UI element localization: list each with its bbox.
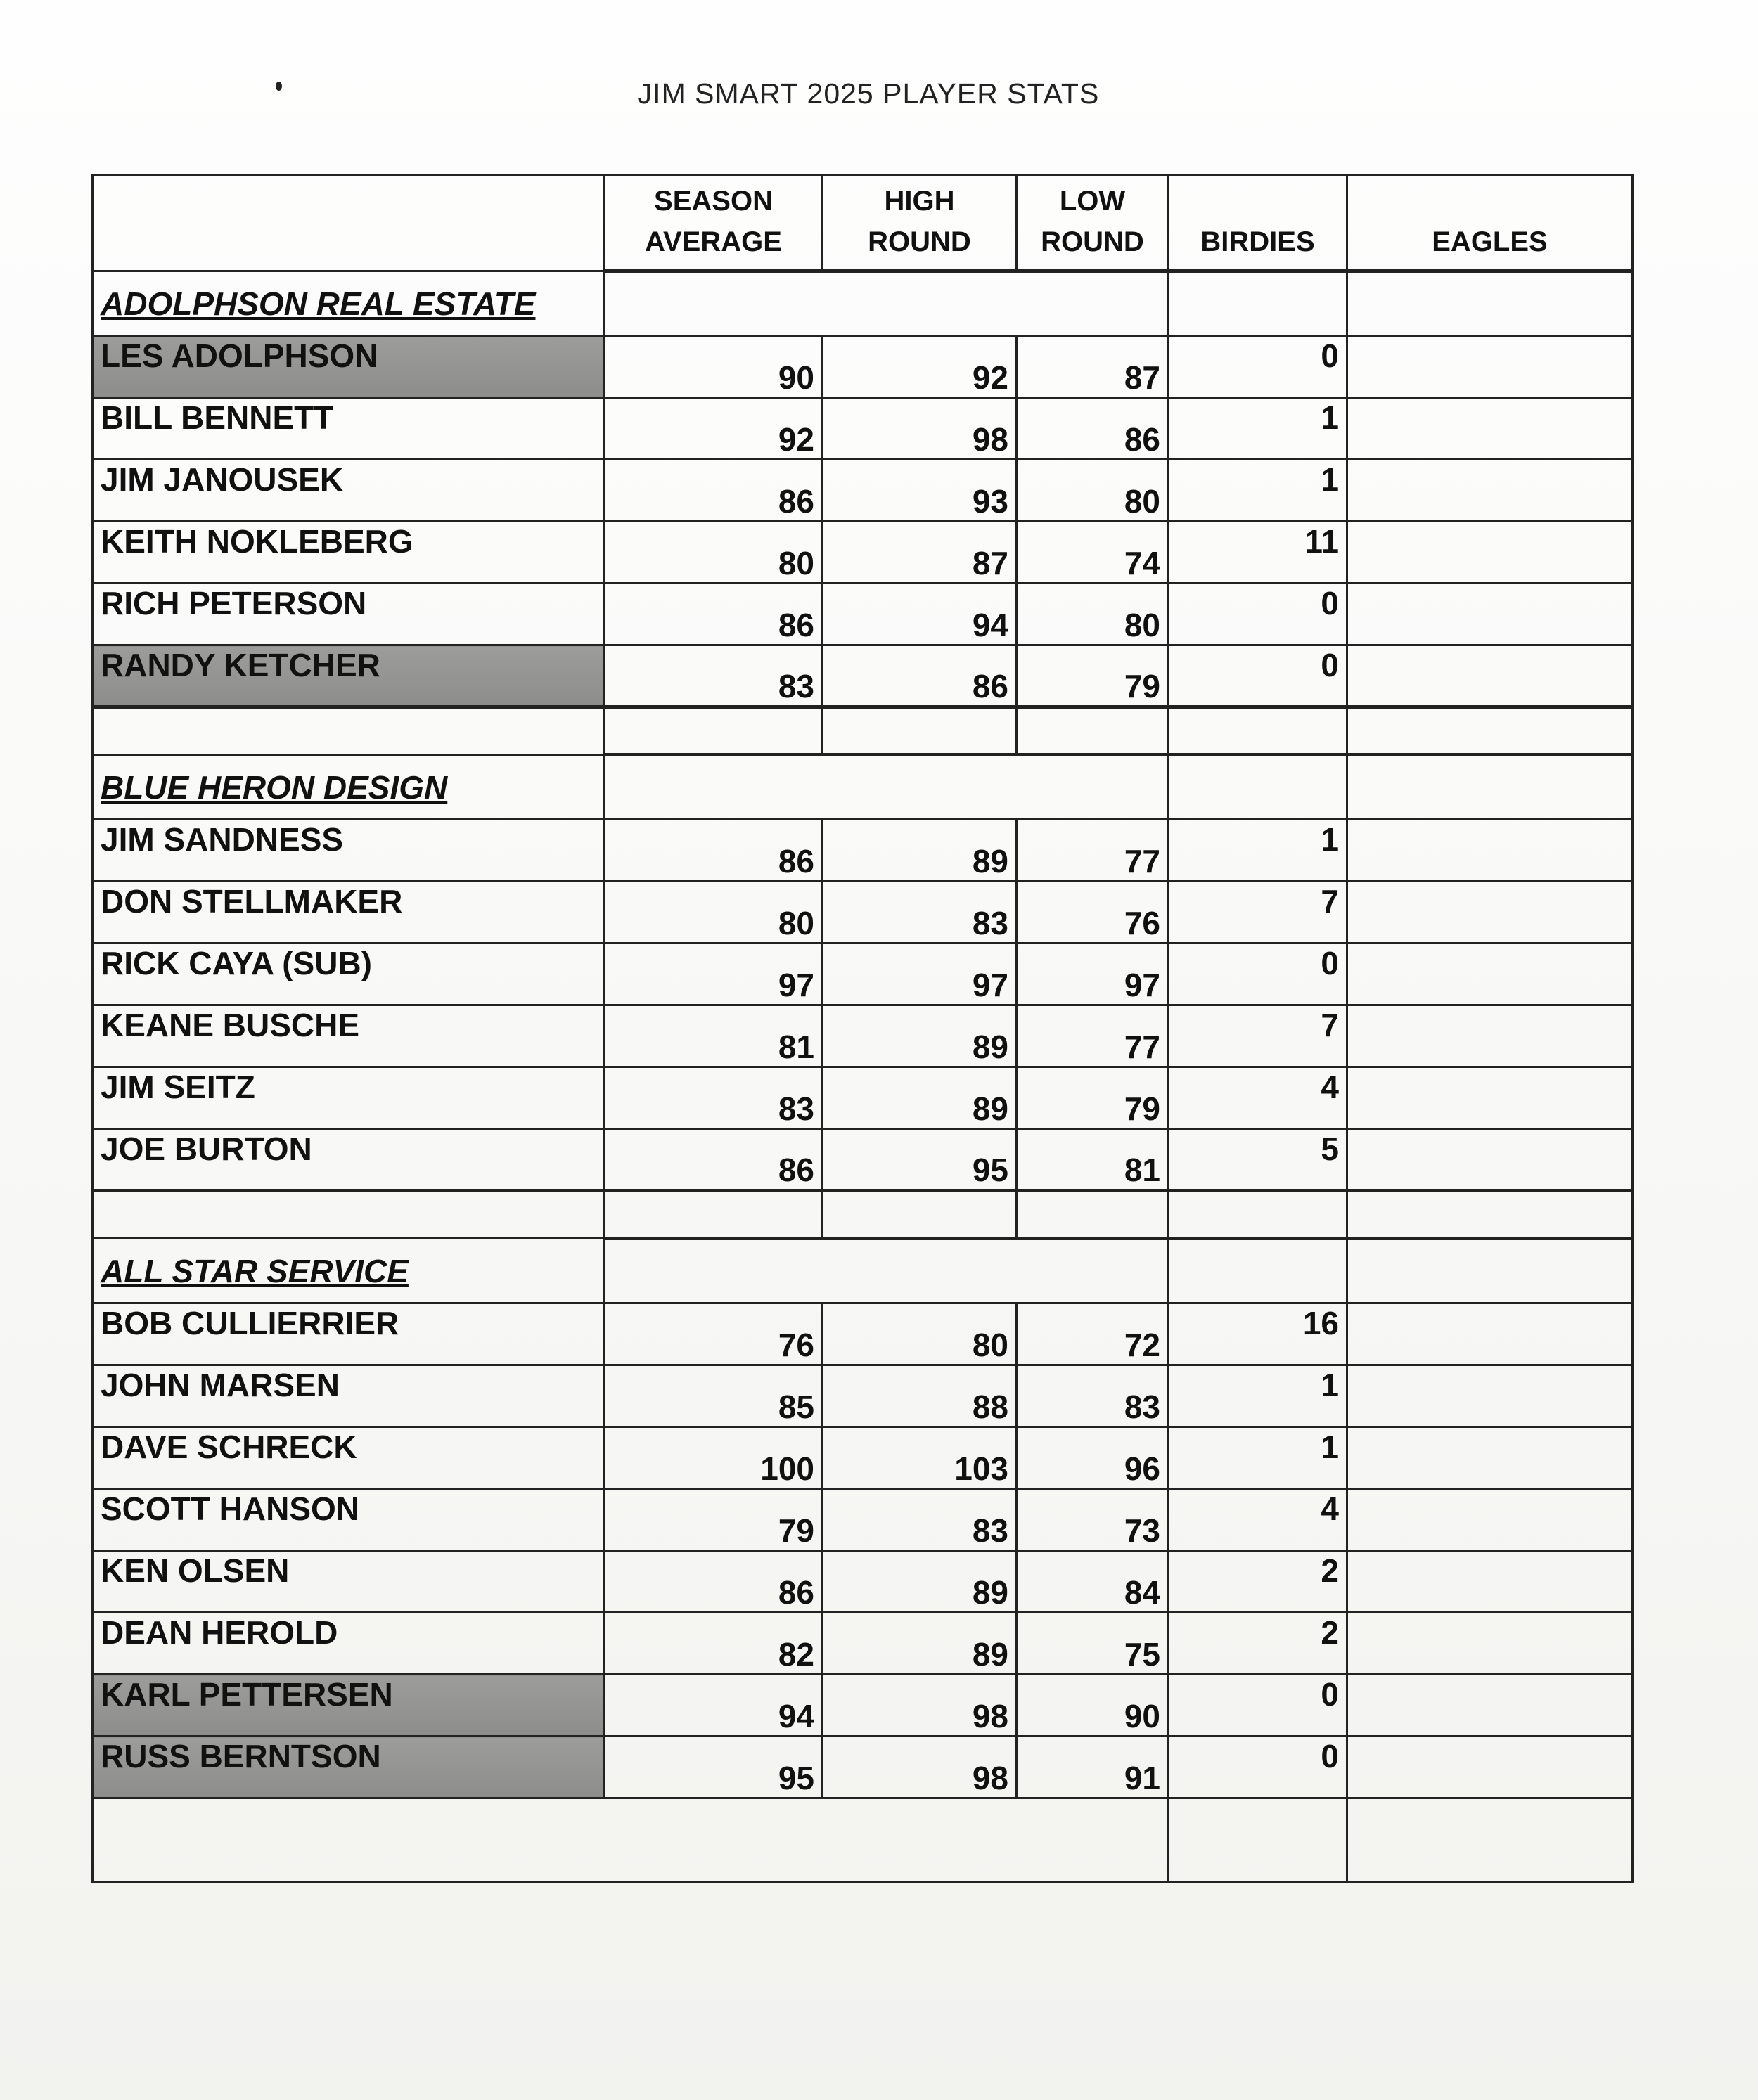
team-row-blank bbox=[605, 271, 1169, 336]
player-name: DON STELLMAKER bbox=[93, 882, 605, 943]
header-high-round-line2: ROUND bbox=[868, 226, 971, 257]
eagles-cell bbox=[1347, 1005, 1633, 1067]
table-row bbox=[93, 882, 1633, 943]
high-round-cell: 95 bbox=[823, 1129, 1017, 1191]
table-row bbox=[93, 398, 1633, 460]
table-row bbox=[93, 1129, 1633, 1191]
spacer-cell bbox=[1169, 1191, 1347, 1239]
high-round-cell: 103 bbox=[823, 1427, 1017, 1489]
spacer-cell bbox=[823, 707, 1017, 755]
eagles-cell bbox=[1347, 1365, 1633, 1427]
header-season-average bbox=[605, 176, 823, 271]
birdies-cell: 1 bbox=[1169, 1365, 1347, 1427]
birdies-cell: 1 bbox=[1169, 820, 1347, 882]
season-average-cell: 86 bbox=[605, 460, 823, 522]
spacer-cell bbox=[605, 1191, 823, 1239]
footer-blank bbox=[93, 1798, 1169, 1883]
table-row bbox=[93, 522, 1633, 584]
high-round-cell: 97 bbox=[823, 943, 1017, 1005]
season-average-cell: 86 bbox=[605, 584, 823, 645]
high-round-cell: 98 bbox=[823, 1675, 1017, 1737]
team-row-blank bbox=[605, 755, 1169, 820]
eagles-cell bbox=[1347, 1489, 1633, 1551]
team-row bbox=[93, 755, 1633, 820]
season-average-cell: 86 bbox=[605, 1129, 823, 1191]
low-round-cell: 86 bbox=[1017, 398, 1169, 460]
low-round-cell: 90 bbox=[1017, 1675, 1169, 1737]
player-name: RUSS BERNTSON bbox=[93, 1737, 605, 1798]
team-row-birdies-blank bbox=[1169, 1239, 1347, 1303]
birdies-cell: 7 bbox=[1169, 1005, 1347, 1067]
high-round-cell: 89 bbox=[823, 1551, 1017, 1613]
birdies-cell: 5 bbox=[1169, 1129, 1347, 1191]
high-round-cell: 86 bbox=[823, 645, 1017, 707]
low-round-cell: 76 bbox=[1017, 882, 1169, 943]
header-season-average-line2: AVERAGE bbox=[645, 226, 782, 257]
season-average-cell: 86 bbox=[605, 820, 823, 882]
season-average-cell: 79 bbox=[605, 1489, 823, 1551]
player-name: RICK CAYA (SUB) bbox=[93, 943, 605, 1005]
eagles-cell bbox=[1347, 1675, 1633, 1737]
low-round-cell: 80 bbox=[1017, 460, 1169, 522]
page-title: JIM SMART 2025 PLAYER STATS bbox=[637, 77, 1100, 110]
eagles-cell bbox=[1347, 820, 1633, 882]
table-row bbox=[93, 1427, 1633, 1489]
high-round-cell: 92 bbox=[823, 336, 1017, 398]
birdies-cell: 4 bbox=[1169, 1489, 1347, 1551]
table-row bbox=[93, 584, 1633, 645]
team-row-eagles-blank bbox=[1347, 1239, 1633, 1303]
eagles-cell bbox=[1347, 1067, 1633, 1129]
low-round-cell: 87 bbox=[1017, 336, 1169, 398]
spacer-cell bbox=[1017, 1191, 1169, 1239]
eagles-cell bbox=[1347, 398, 1633, 460]
season-average-cell: 80 bbox=[605, 522, 823, 584]
stats-body bbox=[93, 271, 1633, 1883]
team-row-eagles-blank bbox=[1347, 271, 1633, 336]
player-name: LES ADOLPHSON bbox=[93, 336, 605, 398]
season-average-cell: 76 bbox=[605, 1303, 823, 1365]
birdies-cell: 0 bbox=[1169, 1675, 1347, 1737]
eagles-cell bbox=[1347, 584, 1633, 645]
season-average-cell: 83 bbox=[605, 1067, 823, 1129]
birdies-cell: 0 bbox=[1169, 943, 1347, 1005]
high-round-cell: 89 bbox=[823, 1005, 1017, 1067]
player-name: JIM JANOUSEK bbox=[93, 460, 605, 522]
table-row bbox=[93, 1067, 1633, 1129]
season-average-cell: 85 bbox=[605, 1365, 823, 1427]
birdies-cell: 7 bbox=[1169, 882, 1347, 943]
player-name: SCOTT HANSON bbox=[93, 1489, 605, 1551]
table-row bbox=[93, 336, 1633, 398]
eagles-cell bbox=[1347, 1613, 1633, 1675]
spacer-cell bbox=[1347, 1191, 1633, 1239]
birdies-cell: 1 bbox=[1169, 398, 1347, 460]
player-stats-table bbox=[91, 174, 1634, 1883]
eagles-cell bbox=[1347, 645, 1633, 707]
birdies-cell: 2 bbox=[1169, 1551, 1347, 1613]
header-low-round-line1: LOW bbox=[1059, 186, 1126, 217]
eagles-cell bbox=[1347, 1737, 1633, 1798]
table-row bbox=[93, 1551, 1633, 1613]
team-name: BLUE HERON DESIGN bbox=[93, 755, 605, 820]
player-name: KEN OLSEN bbox=[93, 1551, 605, 1613]
low-round-cell: 83 bbox=[1017, 1365, 1169, 1427]
spacer-cell bbox=[1347, 707, 1633, 755]
player-name: DAVE SCHRECK bbox=[93, 1427, 605, 1489]
high-round-cell: 89 bbox=[823, 820, 1017, 882]
table-row bbox=[93, 1303, 1633, 1365]
birdies-cell: 11 bbox=[1169, 522, 1347, 584]
low-round-cell: 77 bbox=[1017, 820, 1169, 882]
player-name: DEAN HEROLD bbox=[93, 1613, 605, 1675]
footer-eagles-blank bbox=[1347, 1798, 1633, 1883]
birdies-cell: 1 bbox=[1169, 460, 1347, 522]
low-round-cell: 77 bbox=[1017, 1005, 1169, 1067]
high-round-cell: 93 bbox=[823, 460, 1017, 522]
low-round-cell: 80 bbox=[1017, 584, 1169, 645]
spacer-cell bbox=[1169, 707, 1347, 755]
player-name: RANDY KETCHER bbox=[93, 645, 605, 707]
eagles-cell bbox=[1347, 1427, 1633, 1489]
eagles-cell bbox=[1347, 943, 1633, 1005]
eagles-cell bbox=[1347, 1303, 1633, 1365]
birdies-cell: 16 bbox=[1169, 1303, 1347, 1365]
player-name: JIM SEITZ bbox=[93, 1067, 605, 1129]
high-round-cell: 98 bbox=[823, 398, 1017, 460]
table-row bbox=[93, 1489, 1633, 1551]
high-round-cell: 94 bbox=[823, 584, 1017, 645]
team-row-eagles-blank bbox=[1347, 755, 1633, 820]
team-row-birdies-blank bbox=[1169, 271, 1347, 336]
season-average-cell: 80 bbox=[605, 882, 823, 943]
high-round-cell: 80 bbox=[823, 1303, 1017, 1365]
birdies-cell: 0 bbox=[1169, 336, 1347, 398]
eagles-cell bbox=[1347, 882, 1633, 943]
spacer-cell bbox=[93, 707, 605, 755]
spacer-cell bbox=[823, 1191, 1017, 1239]
eagles-cell bbox=[1347, 460, 1633, 522]
team-name: ALL STAR SERVICE bbox=[93, 1239, 605, 1303]
birdies-cell: 4 bbox=[1169, 1067, 1347, 1129]
season-average-cell: 90 bbox=[605, 336, 823, 398]
low-round-cell: 91 bbox=[1017, 1737, 1169, 1798]
player-name: KEITH NOKLEBERG bbox=[93, 522, 605, 584]
season-average-cell: 95 bbox=[605, 1737, 823, 1798]
table-row bbox=[93, 1675, 1633, 1737]
footer-row bbox=[93, 1798, 1633, 1883]
eagles-cell bbox=[1347, 1551, 1633, 1613]
table-row bbox=[93, 943, 1633, 1005]
season-average-cell: 81 bbox=[605, 1005, 823, 1067]
player-name: JIM SANDNESS bbox=[93, 820, 605, 882]
season-average-cell: 92 bbox=[605, 398, 823, 460]
table-row bbox=[93, 820, 1633, 882]
header-season-average-line1: SEASON bbox=[654, 186, 773, 217]
low-round-cell: 84 bbox=[1017, 1551, 1169, 1613]
season-average-cell: 100 bbox=[605, 1427, 823, 1489]
header-eagles: EAGLES bbox=[1347, 176, 1633, 271]
spacer-cell bbox=[93, 1191, 605, 1239]
low-round-cell: 96 bbox=[1017, 1427, 1169, 1489]
team-row bbox=[93, 271, 1633, 336]
eagles-cell bbox=[1347, 522, 1633, 584]
spacer-row bbox=[93, 707, 1633, 755]
team-name: ADOLPHSON REAL ESTATE bbox=[93, 271, 605, 336]
table-row bbox=[93, 1737, 1633, 1798]
table-row bbox=[93, 460, 1633, 522]
player-name: JOHN MARSEN bbox=[93, 1365, 605, 1427]
table-row bbox=[93, 1613, 1633, 1675]
eagles-cell bbox=[1347, 336, 1633, 398]
footer-birdies-blank bbox=[1169, 1798, 1347, 1883]
team-row-birdies-blank bbox=[1169, 755, 1347, 820]
spacer-row bbox=[93, 1191, 1633, 1239]
low-round-cell: 73 bbox=[1017, 1489, 1169, 1551]
high-round-cell: 83 bbox=[823, 1489, 1017, 1551]
low-round-cell: 79 bbox=[1017, 645, 1169, 707]
high-round-cell: 98 bbox=[823, 1737, 1017, 1798]
player-name: BOB CULLIERRIER bbox=[93, 1303, 605, 1365]
header-high-round-line1: HIGH bbox=[884, 186, 955, 217]
team-row-blank bbox=[605, 1239, 1169, 1303]
season-average-cell: 94 bbox=[605, 1675, 823, 1737]
high-round-cell: 89 bbox=[823, 1067, 1017, 1129]
low-round-cell: 97 bbox=[1017, 943, 1169, 1005]
low-round-cell: 79 bbox=[1017, 1067, 1169, 1129]
season-average-cell: 83 bbox=[605, 645, 823, 707]
birdies-cell: 1 bbox=[1169, 1427, 1347, 1489]
table-row bbox=[93, 1365, 1633, 1427]
header-low-round bbox=[1017, 176, 1169, 271]
spacer-cell bbox=[1017, 707, 1169, 755]
birdies-cell: 0 bbox=[1169, 645, 1347, 707]
high-round-cell: 87 bbox=[823, 522, 1017, 584]
season-average-cell: 86 bbox=[605, 1551, 823, 1613]
high-round-cell: 83 bbox=[823, 882, 1017, 943]
table-row bbox=[93, 645, 1633, 707]
table-row bbox=[93, 1005, 1633, 1067]
eagles-cell bbox=[1347, 1129, 1633, 1191]
player-name: JOE BURTON bbox=[93, 1129, 605, 1191]
player-name: KARL PETTERSEN bbox=[93, 1675, 605, 1737]
header-low-round-line2: ROUND bbox=[1041, 226, 1144, 257]
player-name: KEANE BUSCHE bbox=[93, 1005, 605, 1067]
header-name-blank bbox=[93, 176, 605, 271]
high-round-cell: 88 bbox=[823, 1365, 1017, 1427]
team-row bbox=[93, 1239, 1633, 1303]
header-row bbox=[93, 176, 1633, 271]
low-round-cell: 75 bbox=[1017, 1613, 1169, 1675]
season-average-cell: 82 bbox=[605, 1613, 823, 1675]
spacer-cell bbox=[605, 707, 823, 755]
low-round-cell: 81 bbox=[1017, 1129, 1169, 1191]
birdies-cell: 0 bbox=[1169, 1737, 1347, 1798]
birdies-cell: 2 bbox=[1169, 1613, 1347, 1675]
high-round-cell: 89 bbox=[823, 1613, 1017, 1675]
season-average-cell: 97 bbox=[605, 943, 823, 1005]
header-birdies: BIRDIES bbox=[1169, 176, 1347, 271]
birdies-cell: 0 bbox=[1169, 584, 1347, 645]
low-round-cell: 74 bbox=[1017, 522, 1169, 584]
player-name: BILL BENNETT bbox=[93, 398, 605, 460]
low-round-cell: 72 bbox=[1017, 1303, 1169, 1365]
header-high-round bbox=[823, 176, 1017, 271]
player-name: RICH PETERSON bbox=[93, 584, 605, 645]
